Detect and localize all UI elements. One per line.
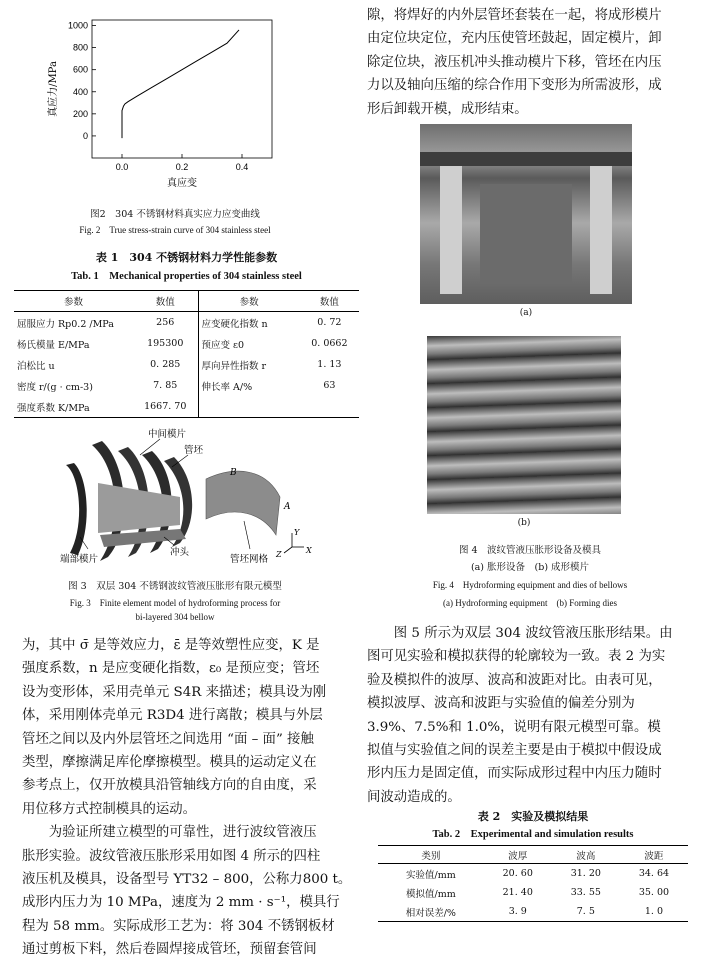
table1-cell <box>198 396 300 418</box>
table2-title-cn: 表 2 实验及模拟结果 <box>477 810 589 823</box>
end-die-left <box>66 463 87 555</box>
y-tick-label: 200 <box>72 108 88 119</box>
text-line: 图 5 所示为双层 304 波纹管液压胀形结果。由 <box>367 626 673 641</box>
table2-cell: 31. 20 <box>570 868 601 879</box>
right-body-text-top <box>367 4 691 121</box>
table1-cell: 预应变 ε0 <box>201 339 245 351</box>
photo-forming-dies <box>427 336 621 514</box>
label-mesh: 管坯网格 <box>230 554 269 565</box>
left-body-text <box>22 634 352 962</box>
table1-row <box>14 396 359 418</box>
text-line: 通过剪板下料，然后卷圆焊接成管坯，预留套管间 <box>22 942 317 958</box>
table2-cell: 21. 40 <box>502 887 533 898</box>
table1-cell: 伸长率 A/% <box>201 381 253 393</box>
table1-header: 数值 <box>133 291 198 312</box>
fig4-label-a: (a) <box>519 308 533 318</box>
table1-cell: 0. 72 <box>317 317 342 328</box>
table1-header-row <box>14 291 359 312</box>
right-body-text-mid <box>367 622 691 809</box>
table1-cell: 强度系数 K/MPa <box>14 396 133 418</box>
table1-cell: 应变硬化指数 n <box>201 318 268 330</box>
table2-header-row <box>378 846 688 864</box>
tube-mesh-shape <box>206 471 280 535</box>
table1-cell: 195300 <box>133 333 198 354</box>
table1-row <box>14 354 359 375</box>
fig4-caption-cn: 图 4 波纹管液压胀形设备及模具 <box>458 545 602 556</box>
table1-cell: 63 <box>323 380 336 391</box>
table2-cell: 3. 9 <box>484 902 552 922</box>
text-line: 除定位块，液压机冲头推动模片下移，管坯在内压 <box>367 54 662 70</box>
table1-cell: 256 <box>133 312 198 334</box>
fig3-caption-en-1: Fig. 3 Finite element model of hydroforming process for <box>69 598 281 608</box>
table1-cell: 杨氏模量 E/MPa <box>17 339 90 351</box>
table1-row <box>14 312 359 334</box>
y-tick-label: 1000 <box>67 20 88 31</box>
table2-header: 类别 <box>378 846 484 864</box>
fig2-chart <box>40 6 310 196</box>
table2-cell: 33. 55 <box>570 887 601 898</box>
y-tick-label: 400 <box>72 86 88 97</box>
x-tick-label: 0.2 <box>175 162 189 172</box>
text-line: 由定位块定位，充内压使管坯鼓起，固定模片，卸 <box>367 31 662 47</box>
y-tick-label: 800 <box>72 42 88 53</box>
table2-cell: 20. 60 <box>502 868 533 879</box>
label-A: A <box>284 502 291 512</box>
y-tick-label: 600 <box>72 64 88 75</box>
text-line: 间波动造成的。 <box>367 789 461 805</box>
text-line: 形后卸载开模，成形结束。 <box>367 101 528 117</box>
table1 <box>14 290 359 418</box>
table1-cell: 密度 r/(g · cm-3) <box>17 381 93 393</box>
fig4-sub-en: (a) Hydroforming equipment (b) Forming dies <box>443 598 617 608</box>
text-line: 模拟波厚、波高和波距与实验值的偏差分别为 <box>367 696 635 712</box>
fig3-caption-cn: 图 3 双层 304 不锈钢波纹管液压胀形有限元模型 <box>68 581 282 592</box>
table2-title-en: Tab. 2 Experimental and simulation results <box>432 829 634 840</box>
axis-Z: Z <box>276 550 282 559</box>
table1-cell: 0. 0662 <box>311 338 348 349</box>
table1-row <box>14 333 359 354</box>
text-line: 图可见实验和模拟获得的轮廓较为一致。表 2 为实 <box>367 649 666 665</box>
table1-title-cn: 表 1 304 不锈钢材料力学性能参数 <box>95 251 278 264</box>
table1-header: 参数 <box>198 291 300 312</box>
y-tick-label: 0 <box>82 130 88 141</box>
fig4-caption-en: Fig. 4 Hydroforming equipment and dies of bellows <box>432 580 628 590</box>
axis-X: X <box>306 546 312 555</box>
text-line: 成形内压力为 10 MPa，速度为 2 mm · s⁻¹，模具行 <box>22 895 340 911</box>
table2 <box>378 845 688 922</box>
table1-header: 数值 <box>300 291 359 312</box>
text-line: 设为变形体，采用壳单元 S4R 来描述；模具设为刚 <box>22 684 327 700</box>
text-line: 隙，将焊好的内外层管坯套装在一起，将成形模片 <box>367 8 662 23</box>
table2-cell: 相对误差/% <box>378 902 484 922</box>
axis-Y: Y <box>294 528 300 537</box>
y-axis-label: 真应力/MPa <box>48 61 59 117</box>
text-line: 液压机及模具，设备型号 YT32 – 800，公称力800 t。 <box>22 872 352 888</box>
label-punch: 冲头 <box>170 547 190 558</box>
text-line: 3.9%、7.5%和 1.0%，说明有限元模型可靠。模 <box>367 719 661 735</box>
text-line: 拟值与实验值之间的误差主要是由于模拟中假设成 <box>367 743 662 759</box>
x-tick-label: 0.0 <box>115 162 129 172</box>
table1-cell: 屈服应力 Rp0.2 /MPa <box>17 318 114 330</box>
table1-cell: 1667. 70 <box>133 396 198 418</box>
fig3-illustration <box>40 425 330 575</box>
table2-cell: 模拟值/mm <box>406 888 456 900</box>
table1-cell: 0. 285 <box>133 354 198 375</box>
label-middle-die: 中间模片 <box>148 429 187 440</box>
x-axis-label: 真应变 <box>167 178 197 189</box>
label-end-die: 端部模片 <box>60 554 99 565</box>
text-line: 胀形实验。波纹管液压胀形采用如图 4 所示的四柱 <box>22 848 321 864</box>
table2-header: 波距 <box>620 846 688 864</box>
table2-cell: 34. 64 <box>638 868 670 879</box>
text-line: 程为 58 mm。实际成形工艺为：将 304 不锈钢板材 <box>22 918 335 934</box>
stress-strain-curve <box>122 30 239 138</box>
table1-cell: 7. 85 <box>133 375 198 396</box>
text-line: 类型，摩擦满足库伦摩擦模型。模具的运动定义在 <box>22 755 317 771</box>
text-line: 形内压力是固定值，而实际成形过程中内压力随时 <box>367 766 662 782</box>
label-B: B <box>230 468 237 478</box>
text-line: 管坯之间以及内外层管坯之间选用 “面 – 面” 接触 <box>22 731 314 747</box>
table1-title-en: Tab. 1 Mechanical properties of 304 stainless steel <box>71 271 302 282</box>
fig4-label-b: (b) <box>517 518 531 528</box>
table2-header: 波高 <box>552 846 620 864</box>
table2-cell: 实验值/mm <box>406 869 456 881</box>
table1-cell: 厚向异性指数 r <box>201 360 267 372</box>
fig2-caption-en: Fig. 2 True stress-strain curve of 304 stainless steel <box>79 225 271 235</box>
text-line: 为验证所建立模型的可靠性，进行波纹管液压 <box>22 825 317 841</box>
text-line: 为，其中 σ̄ 是等效应力，ε̄ 是等效塑性应变，K 是 <box>22 638 320 653</box>
text-line: 参考点上，仅开放模具沿管轴线方向的自由度，采 <box>22 778 317 794</box>
table1-header: 参数 <box>14 291 133 312</box>
table1-cell: 1. 13 <box>317 359 342 370</box>
table2-cell: 1. 0 <box>620 902 688 922</box>
text-line: 验及模拟件的波厚、波高和波距对比。由表可见， <box>367 672 662 688</box>
table2-cell: 7. 5 <box>552 902 620 922</box>
table2-row <box>378 883 688 902</box>
photo-hydroforming-equipment <box>420 124 632 304</box>
table1-row <box>14 375 359 396</box>
table2-header: 波厚 <box>484 846 552 864</box>
label-tube: 管坯 <box>184 445 204 456</box>
table1-cell: 泊松比 u <box>17 360 55 372</box>
text-line: 用位移方式控制模具的运动。 <box>22 801 197 817</box>
fig4-sub-cn: (a) 胀形设备 (b) 成形模片 <box>470 562 590 573</box>
table2-row <box>378 902 688 922</box>
fig3-caption-en-2: bi-layered 304 bellow <box>135 612 215 622</box>
text-line: 体，采用刚体壳单元 R3D4 进行离散；模具与外层 <box>22 708 323 724</box>
table1-cell <box>300 396 359 418</box>
fig2-caption-cn: 图2 304 不锈钢材料真实应力应变曲线 <box>90 209 260 220</box>
plot-frame <box>92 20 272 158</box>
text-line: 力以及轴向压缩的综合作用下变形为所需波形，成 <box>367 78 662 94</box>
x-tick-label: 0.4 <box>235 162 249 172</box>
table2-cell: 35. 00 <box>638 887 670 898</box>
text-line: 强度系数，n 是应变硬化指数，ε₀ 是预应变；管坯 <box>22 661 320 677</box>
table2-row <box>378 864 688 884</box>
